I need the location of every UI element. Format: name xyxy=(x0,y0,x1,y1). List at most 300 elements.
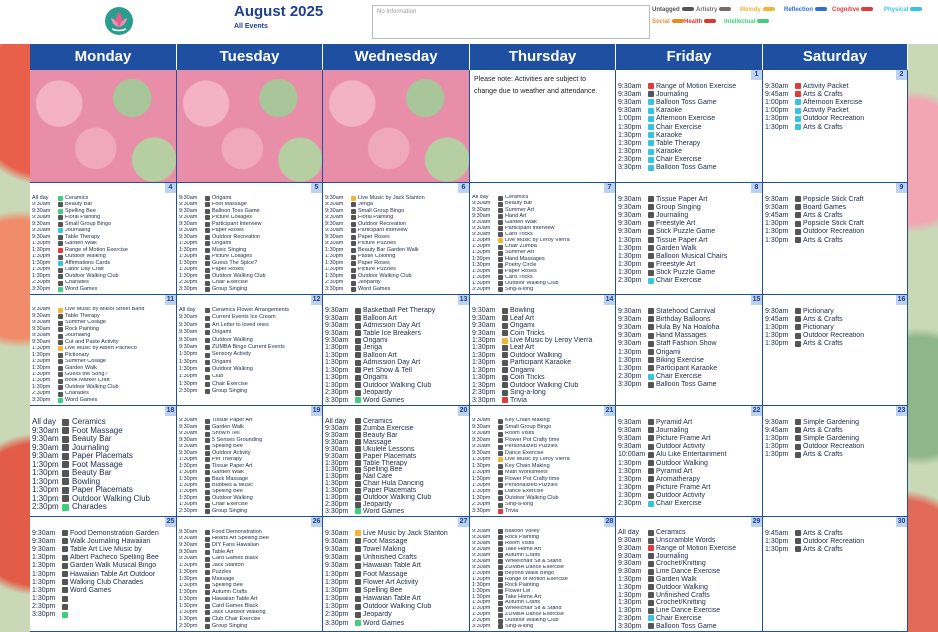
event-item[interactable] xyxy=(618,607,760,615)
event-item[interactable] xyxy=(325,473,467,480)
event-item[interactable] xyxy=(618,434,760,442)
event-item[interactable] xyxy=(325,460,467,467)
day-cell-22[interactable] xyxy=(616,406,763,517)
event-item[interactable] xyxy=(32,578,174,586)
event-item[interactable] xyxy=(765,443,905,451)
event-time: 9:30am xyxy=(32,208,51,214)
day-cell-9[interactable] xyxy=(763,183,908,295)
event-item[interactable] xyxy=(618,614,760,622)
event-name: Ceramics xyxy=(656,529,686,537)
category-tag-icon xyxy=(498,607,503,612)
event-item[interactable] xyxy=(179,549,320,556)
event-item[interactable] xyxy=(32,444,174,453)
event-item[interactable] xyxy=(765,228,905,236)
event-item[interactable] xyxy=(472,508,613,514)
event-item[interactable] xyxy=(765,315,905,323)
event-item[interactable] xyxy=(32,418,174,427)
event-time: 9:30am xyxy=(472,546,491,553)
event-time: 9:30am xyxy=(325,438,349,446)
event-time: 1:30pm xyxy=(179,351,198,358)
day-cell-29[interactable] xyxy=(616,517,763,632)
event-item[interactable] xyxy=(472,396,613,403)
event-item[interactable] xyxy=(618,164,760,172)
category-tag-icon xyxy=(205,550,210,555)
event-item[interactable] xyxy=(32,595,174,603)
event-item[interactable] xyxy=(325,396,467,403)
event-item[interactable] xyxy=(325,487,467,494)
event-item[interactable] xyxy=(765,418,905,426)
event-item[interactable] xyxy=(32,435,174,444)
event-list xyxy=(32,195,174,293)
category-tag-icon xyxy=(205,477,210,482)
event-time: 9:30am xyxy=(32,452,59,461)
event-item[interactable] xyxy=(179,616,320,623)
event-item[interactable] xyxy=(618,426,760,434)
event-item[interactable] xyxy=(32,537,174,545)
event-item[interactable] xyxy=(325,570,467,578)
event-item[interactable] xyxy=(179,583,320,590)
event-item[interactable] xyxy=(179,576,320,583)
event-name: Dance Exercise xyxy=(505,488,544,495)
event-item[interactable] xyxy=(618,356,760,364)
event-item[interactable] xyxy=(325,480,467,487)
event-item[interactable] xyxy=(618,211,760,219)
event-item[interactable] xyxy=(765,82,905,90)
event-item[interactable] xyxy=(618,90,760,98)
event-item[interactable] xyxy=(325,562,467,570)
event-item[interactable] xyxy=(472,352,613,359)
event-item[interactable] xyxy=(32,486,174,495)
event-item[interactable] xyxy=(618,622,760,630)
event-time: 1:30pm xyxy=(179,616,198,622)
event-name: Origami xyxy=(212,329,232,336)
category-tag-icon xyxy=(648,435,654,441)
event-item[interactable] xyxy=(765,236,905,244)
event-item[interactable] xyxy=(618,323,760,331)
event-item[interactable] xyxy=(32,503,174,512)
event-name: Pictionary xyxy=(803,323,834,331)
event-item[interactable] xyxy=(325,537,467,545)
event-item[interactable] xyxy=(472,344,613,351)
event-item[interactable] xyxy=(618,315,760,323)
day-cell-14[interactable] xyxy=(470,295,616,406)
day-cell-1[interactable] xyxy=(616,70,763,183)
event-item[interactable] xyxy=(325,314,467,321)
event-item[interactable] xyxy=(325,501,467,508)
event-time: 9:30am xyxy=(179,418,198,424)
legend-swatch xyxy=(763,7,775,11)
event-item[interactable] xyxy=(325,554,467,562)
category-tag-icon xyxy=(795,316,801,322)
event-item[interactable] xyxy=(179,536,320,543)
event-item[interactable] xyxy=(618,373,760,381)
event-time: 1:30pm xyxy=(618,364,642,372)
event-item[interactable] xyxy=(179,623,320,630)
event-item[interactable] xyxy=(765,123,905,131)
day-cell-13[interactable] xyxy=(323,295,470,406)
event-item[interactable] xyxy=(765,98,905,106)
event-item[interactable] xyxy=(325,529,467,537)
event-item[interactable] xyxy=(179,556,320,563)
event-item[interactable] xyxy=(618,332,760,340)
event-item[interactable] xyxy=(325,494,467,501)
event-item[interactable] xyxy=(618,599,760,607)
event-item[interactable] xyxy=(618,545,760,553)
event-item[interactable] xyxy=(325,439,467,446)
event-item[interactable] xyxy=(765,529,905,537)
day-cell-26[interactable] xyxy=(177,517,323,632)
event-item[interactable] xyxy=(179,542,320,549)
event-time: 1:30pm xyxy=(32,266,51,273)
day-cell-18[interactable] xyxy=(30,406,177,517)
day-cell-27[interactable] xyxy=(323,517,470,632)
event-time: 9:30am xyxy=(179,437,198,443)
event-item[interactable] xyxy=(472,307,613,314)
event-name: Summer Art xyxy=(505,207,535,213)
event-item[interactable] xyxy=(325,611,467,619)
event-time: 1:30pm xyxy=(765,228,789,236)
category-tag-icon xyxy=(498,281,503,286)
event-item[interactable] xyxy=(618,484,760,492)
day-cell-5[interactable] xyxy=(177,183,323,295)
category-tag-icon xyxy=(205,209,210,214)
event-item[interactable] xyxy=(765,340,905,348)
event-item[interactable] xyxy=(179,603,320,610)
event-item[interactable] xyxy=(765,434,905,442)
event-name: Walk Journaling Hawaiian xyxy=(70,537,151,545)
event-item[interactable] xyxy=(32,478,174,487)
event-item[interactable] xyxy=(765,115,905,123)
event-item[interactable] xyxy=(325,322,467,329)
event-item[interactable] xyxy=(325,418,467,425)
category-tag-icon xyxy=(351,228,356,233)
event-item[interactable] xyxy=(618,123,760,131)
event-item[interactable] xyxy=(325,337,467,344)
event-item[interactable] xyxy=(472,359,613,366)
event-item[interactable] xyxy=(32,397,174,403)
event-name: Balloon Toss Game xyxy=(656,622,717,630)
event-name: Table Therapy xyxy=(363,459,408,467)
category-tag-icon xyxy=(205,281,210,286)
event-item[interactable] xyxy=(325,446,467,453)
event-item[interactable] xyxy=(325,578,467,586)
category-tag-icon xyxy=(351,215,356,220)
event-item[interactable] xyxy=(179,359,320,366)
day-cell-16[interactable] xyxy=(763,295,908,406)
event-item[interactable] xyxy=(179,563,320,570)
event-item[interactable] xyxy=(765,90,905,98)
event-item[interactable] xyxy=(472,367,613,374)
event-time: 1:30pm xyxy=(179,589,198,596)
category-tag-icon xyxy=(795,333,801,339)
event-item[interactable] xyxy=(179,388,320,395)
event-item[interactable] xyxy=(618,568,760,576)
category-tag-icon xyxy=(355,508,361,514)
event-time: 3:30pm xyxy=(472,508,491,514)
event-time: 1:30pm xyxy=(179,501,198,508)
event-name: Outdoor Recreation xyxy=(803,443,865,451)
event-item[interactable] xyxy=(32,611,174,619)
day-cell-11[interactable] xyxy=(30,295,177,406)
event-item[interactable] xyxy=(618,107,760,115)
event-time: 9:30am xyxy=(325,322,349,330)
event-item[interactable] xyxy=(325,329,467,336)
event-item[interactable] xyxy=(618,228,760,236)
event-item[interactable] xyxy=(325,382,467,389)
info-placeholder: No Information xyxy=(377,9,417,15)
day-cell-7[interactable] xyxy=(470,183,616,295)
event-item[interactable] xyxy=(618,195,760,203)
event-item[interactable] xyxy=(765,220,905,228)
event-time: 1:30pm xyxy=(179,366,198,373)
event-item[interactable] xyxy=(32,469,174,478)
event-item[interactable] xyxy=(618,364,760,372)
event-item[interactable] xyxy=(325,367,467,374)
event-item[interactable] xyxy=(32,586,174,594)
event-item[interactable] xyxy=(765,545,905,553)
event-time: 1:30pm xyxy=(618,356,642,364)
event-name: Take Home Art xyxy=(505,546,542,553)
event-item[interactable] xyxy=(618,148,760,156)
event-item[interactable] xyxy=(179,351,320,358)
event-item[interactable] xyxy=(618,252,760,260)
event-item[interactable] xyxy=(179,366,320,373)
event-item[interactable] xyxy=(32,529,174,537)
event-item[interactable] xyxy=(618,98,760,106)
event-item[interactable] xyxy=(472,287,613,293)
event-item[interactable] xyxy=(472,624,613,630)
day-cell-30[interactable] xyxy=(763,517,908,632)
day-cell-20[interactable] xyxy=(323,406,470,517)
event-item[interactable] xyxy=(325,425,467,432)
event-item[interactable] xyxy=(765,211,905,219)
day-cell-6[interactable] xyxy=(323,183,470,295)
event-item[interactable] xyxy=(325,374,467,381)
event-item[interactable] xyxy=(618,244,760,252)
event-item[interactable] xyxy=(32,452,174,461)
event-item[interactable] xyxy=(765,323,905,331)
event-item[interactable] xyxy=(179,569,320,576)
calendar-filter-label[interactable]: All Events xyxy=(234,23,268,30)
event-item[interactable] xyxy=(618,131,760,139)
event-name: Flower Lei xyxy=(505,588,531,594)
event-name: Participant Karaoke xyxy=(656,364,718,372)
event-item[interactable] xyxy=(325,619,467,627)
event-item[interactable] xyxy=(32,562,174,570)
category-tag-icon xyxy=(58,215,63,220)
event-name: Outdoor Activity xyxy=(656,492,706,500)
event-item[interactable] xyxy=(618,115,760,123)
event-item[interactable] xyxy=(472,314,613,321)
event-item[interactable] xyxy=(618,451,760,459)
event-item[interactable] xyxy=(618,307,760,315)
event-item[interactable] xyxy=(618,203,760,211)
event-item[interactable] xyxy=(618,381,760,389)
day-cell-12[interactable] xyxy=(177,295,323,406)
event-item[interactable] xyxy=(325,545,467,553)
info-box[interactable] xyxy=(372,5,650,39)
event-item[interactable] xyxy=(179,381,320,388)
event-item[interactable] xyxy=(765,307,905,315)
day-cell-2[interactable] xyxy=(763,70,908,183)
category-tag-icon xyxy=(355,315,361,321)
category-tag-icon xyxy=(648,324,654,330)
event-item[interactable] xyxy=(32,570,174,578)
event-item[interactable] xyxy=(618,277,760,285)
event-item[interactable] xyxy=(618,418,760,426)
category-tag-icon xyxy=(58,235,63,240)
event-name: Range of Motion Exercise xyxy=(656,544,737,552)
event-item[interactable] xyxy=(618,475,760,483)
event-name: Jenga xyxy=(363,344,383,352)
event-item[interactable] xyxy=(618,220,760,228)
event-item[interactable] xyxy=(618,576,760,584)
event-item[interactable] xyxy=(179,322,320,329)
day-cell-21[interactable] xyxy=(470,406,616,517)
event-time: 9:30am xyxy=(765,195,789,203)
category-tag-icon xyxy=(498,595,503,600)
event-item[interactable] xyxy=(32,603,174,611)
event-name: Tissue Paper Art xyxy=(656,195,708,203)
event-item[interactable] xyxy=(32,495,174,504)
event-time: 3:30pm xyxy=(618,381,642,389)
event-item[interactable] xyxy=(472,337,613,344)
event-item[interactable] xyxy=(765,451,905,459)
day-number: 8 xyxy=(751,183,762,193)
category-tag-icon xyxy=(355,360,361,366)
event-item[interactable] xyxy=(618,443,760,451)
event-item[interactable] xyxy=(179,508,320,514)
event-time: 1:30pm xyxy=(325,586,349,594)
event-item[interactable] xyxy=(765,195,905,203)
event-item[interactable] xyxy=(618,591,760,599)
event-item[interactable] xyxy=(618,467,760,475)
event-item[interactable] xyxy=(325,453,467,460)
event-item[interactable] xyxy=(179,307,320,314)
event-item[interactable] xyxy=(618,560,760,568)
event-item[interactable] xyxy=(618,583,760,591)
event-item[interactable] xyxy=(618,537,760,545)
event-item[interactable] xyxy=(179,337,320,344)
day-cell-28[interactable] xyxy=(470,517,616,632)
event-item[interactable] xyxy=(618,82,760,90)
event-item[interactable] xyxy=(325,389,467,396)
event-name: Paper Roses xyxy=(358,260,390,266)
event-item[interactable] xyxy=(618,500,760,508)
event-item[interactable] xyxy=(325,352,467,359)
event-item[interactable] xyxy=(325,586,467,594)
category-tag-icon xyxy=(498,565,503,570)
event-item[interactable] xyxy=(325,595,467,603)
event-time: 9:30am xyxy=(179,450,198,456)
event-item[interactable] xyxy=(618,139,760,147)
category-tag-icon xyxy=(62,530,68,536)
event-item[interactable] xyxy=(32,461,174,470)
day-cell-15[interactable] xyxy=(616,295,763,406)
event-item[interactable] xyxy=(472,322,613,329)
event-item[interactable] xyxy=(179,596,320,603)
event-item[interactable] xyxy=(618,340,760,348)
event-time: 1:30pm xyxy=(32,486,59,495)
event-item[interactable] xyxy=(618,552,760,560)
event-item[interactable] xyxy=(765,107,905,115)
event-time: 1:30pm xyxy=(32,247,51,253)
event-item[interactable] xyxy=(765,537,905,545)
category-tag-icon xyxy=(795,237,801,243)
event-item[interactable] xyxy=(179,529,320,536)
event-item[interactable] xyxy=(325,344,467,351)
event-item[interactable] xyxy=(472,329,613,336)
event-item[interactable] xyxy=(179,374,320,381)
category-tag-icon xyxy=(355,555,361,561)
event-time: 3:30pm xyxy=(32,611,56,619)
category-tag-icon xyxy=(205,308,210,313)
event-item[interactable] xyxy=(179,329,320,336)
event-item[interactable] xyxy=(325,359,467,366)
event-name: Garden Walk xyxy=(212,424,244,430)
event-name: Afternoon Exercise xyxy=(803,98,863,106)
event-item[interactable] xyxy=(618,492,760,500)
event-item[interactable] xyxy=(325,307,467,314)
event-time: 9:30am xyxy=(179,529,198,535)
event-item[interactable] xyxy=(179,344,320,351)
event-item[interactable] xyxy=(765,332,905,340)
event-time: 3:30pm xyxy=(472,624,491,630)
event-item[interactable] xyxy=(179,610,320,617)
event-item[interactable] xyxy=(472,389,613,396)
event-item[interactable] xyxy=(32,554,174,562)
event-item[interactable] xyxy=(32,427,174,436)
day-cell-25[interactable] xyxy=(30,517,177,632)
event-time: 1:30pm xyxy=(472,576,491,582)
event-time: 1:30pm xyxy=(179,273,198,279)
category-tag-icon xyxy=(62,587,68,593)
day-cell-23[interactable] xyxy=(763,406,908,517)
event-time: 2:30pm xyxy=(32,279,51,286)
event-item[interactable] xyxy=(32,286,174,293)
event-item[interactable] xyxy=(325,603,467,611)
day-cell-4[interactable] xyxy=(30,183,177,295)
event-item[interactable] xyxy=(472,374,613,381)
event-item[interactable] xyxy=(325,286,467,293)
event-item[interactable] xyxy=(325,432,467,439)
event-name: Outdoor Walking Club xyxy=(212,273,266,279)
event-time: 1:30pm xyxy=(325,253,344,260)
event-item[interactable] xyxy=(618,459,760,467)
event-item[interactable] xyxy=(325,508,467,515)
event-item[interactable] xyxy=(472,382,613,389)
event-item[interactable] xyxy=(32,545,174,553)
event-name: Unfinished Crafts xyxy=(363,554,417,562)
event-item[interactable] xyxy=(618,236,760,244)
event-item[interactable] xyxy=(618,348,760,356)
event-time: 9:30am xyxy=(325,195,344,201)
event-item[interactable] xyxy=(179,314,320,321)
event-item[interactable] xyxy=(618,269,760,277)
event-item[interactable] xyxy=(179,286,320,293)
category-tag-icon xyxy=(58,241,63,246)
event-item[interactable] xyxy=(765,203,905,211)
day-cell-19[interactable] xyxy=(177,406,323,517)
event-item[interactable] xyxy=(325,466,467,473)
event-item[interactable] xyxy=(765,426,905,434)
event-time: 1:30pm xyxy=(325,273,344,279)
day-cell-8[interactable] xyxy=(616,183,763,295)
event-item[interactable] xyxy=(618,156,760,164)
event-item[interactable] xyxy=(618,261,760,269)
event-item[interactable] xyxy=(179,589,320,596)
event-item[interactable] xyxy=(618,529,760,537)
